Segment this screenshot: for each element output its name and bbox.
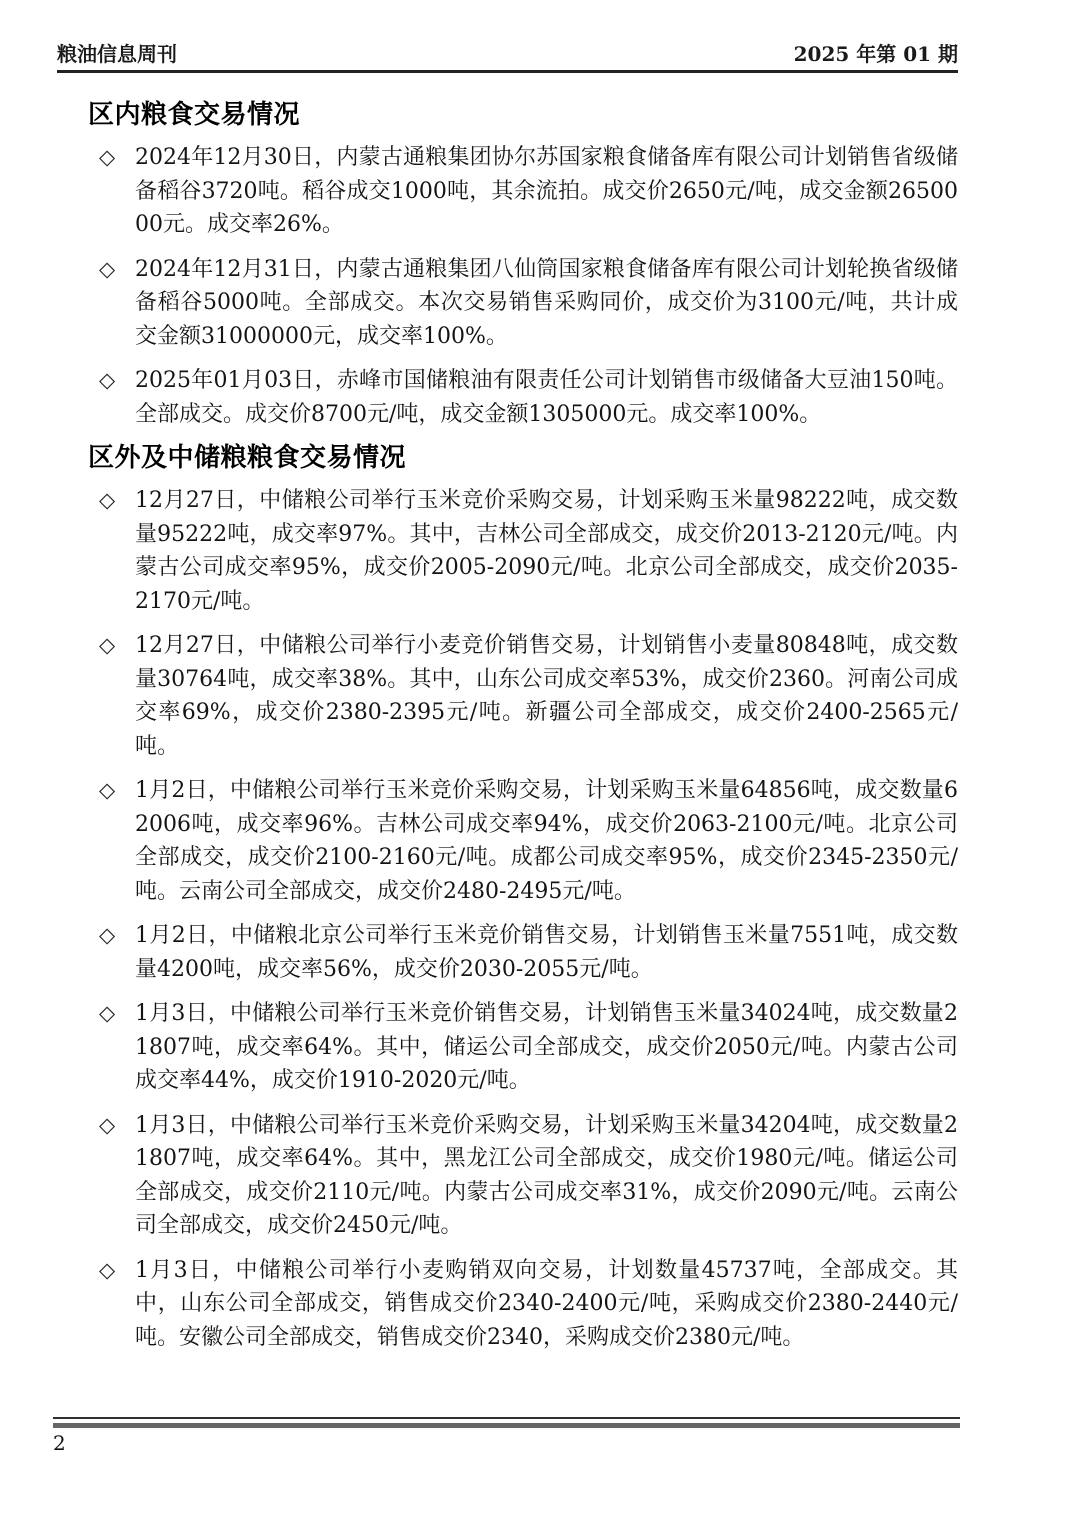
- item-text: 1月3日，中储粮公司举行玉米竞价采购交易，计划采购玉米量34204吨，成交数量21807吨，成交率64%。其中，黑龙江公司全部成交，成交价1980元/吨。储运公司全部成交，成交价2110元/吨。内蒙古公司成交率31%，成交价2090元/吨。云南公司全部成交，成交价2450元/吨。: [135, 1112, 958, 1238]
- list-item: [57, 1254, 958, 1355]
- item-text: 2024年12月31日，内蒙古通粮集团八仙筒国家粮食储备库有限公司计划轮换省级储备稻谷5000吨。全部成交。本次交易销售采购同价，成交价为3100元/吨，共计成交金额31000000元，成交率100%。: [135, 256, 958, 349]
- footer-rule-thin: [53, 1417, 960, 1419]
- item-text: 12月27日，中储粮公司举行小麦竞价销售交易，计划销售小麦量80848吨，成交数量30764吨，成交率38%。其中，山东公司成交率53%，成交价2360。河南公司成交率69%，成交价2380-2395元/吨。新疆公司全部成交，成交价2400-2565元/吨。: [135, 633, 958, 759]
- list-item: [57, 919, 958, 986]
- section-external-trades: [57, 442, 958, 1354]
- item-text: 1月3日，中储粮公司举行小麦购销双向交易，计划数量45737吨，全部成交。其中，山东公司全部成交，销售成交价2340-2400元/吨，采购成交价2380-2440元/吨。安徽公司全部成交，销售成交价2340，采购成交价2380元/吨。: [135, 1257, 958, 1350]
- section-title: 区内粮食交易情况: [88, 100, 301, 130]
- list-item: [57, 484, 958, 618]
- list-item: [57, 253, 958, 354]
- list-item: [57, 774, 958, 908]
- diamond-bullet-icon: ◇: [99, 145, 116, 169]
- diamond-bullet-icon: ◇: [99, 488, 116, 512]
- item-text: 1月3日，中储粮公司举行玉米竞价销售交易，计划销售玉米量34024吨，成交数量21807吨，成交率64%。其中，储运公司全部成交，成交价2050元/吨。内蒙古公司成交率44%，成交价1910-2020元/吨。: [135, 1001, 958, 1093]
- journal-title: 粮油信息周刊: [57, 42, 177, 66]
- list-item: [57, 141, 958, 242]
- item-text: 2025年01月03日，赤峰市国储粮油有限责任公司计划销售市级储备大豆油150吨。全部成交。成交价8700元/吨，成交金额1305000元。成交率100%。: [135, 368, 958, 427]
- footer-rule-thick: [53, 1423, 960, 1428]
- diamond-bullet-icon: ◇: [99, 778, 116, 802]
- page-header: [57, 42, 958, 73]
- diamond-bullet-icon: ◇: [99, 923, 116, 947]
- list-item: [57, 364, 958, 431]
- item-text: 1月2日，中储粮北京公司举行玉米竞价销售交易，计划销售玉米量7551吨，成交数量4200吨，成交率56%，成交价2030-2055元/吨。: [135, 923, 958, 982]
- item-text: 2024年12月30日，内蒙古通粮集团协尔苏国家粮食储备库有限公司计划销售省级储备稻谷3720吨。稻谷成交1000吨，其余流拍。成交价2650元/吨，成交金额2650000元。成交率26%。: [135, 145, 958, 237]
- issue-number: 2025 年第 01 期: [793, 42, 958, 66]
- list-item: [57, 997, 958, 1098]
- list-item: [57, 1109, 958, 1243]
- section-title: 区外及中储粮粮食交易情况: [88, 443, 407, 473]
- diamond-bullet-icon: ◇: [99, 633, 116, 657]
- diamond-bullet-icon: ◇: [99, 256, 116, 281]
- diamond-bullet-icon: ◇: [99, 1112, 116, 1137]
- item-text: 12月27日，中储粮公司举行玉米竞价采购交易，计划采购玉米量98222吨，成交数量95222吨，成交率97%。其中，吉林公司全部成交，成交价2013-2120元/吨。内蒙古公司成交率95%，成交价2005-2090元/吨。北京公司全部成交，成交价2035-2170元/吨。: [135, 488, 958, 614]
- diamond-bullet-icon: ◇: [99, 1001, 116, 1025]
- page-number: 2: [53, 1431, 66, 1455]
- diamond-bullet-icon: ◇: [99, 368, 116, 392]
- page-footer: [53, 1417, 960, 1455]
- section-domestic-trades: [57, 99, 958, 431]
- item-text: 1月2日，中储粮公司举行玉米竞价采购交易，计划采购玉米量64856吨，成交数量62006吨，成交率96%。吉林公司成交率94%，成交价2063-2100元/吨。北京公司全部成交，成交价2100-2160元/吨。成都公司成交率95%，成交价2345-2350元/吨。云南公司全部成交，成交价2480-2495元/吨。: [135, 778, 958, 904]
- document-body: [57, 73, 958, 1354]
- list-item: [57, 629, 958, 763]
- diamond-bullet-icon: ◇: [99, 1257, 116, 1282]
